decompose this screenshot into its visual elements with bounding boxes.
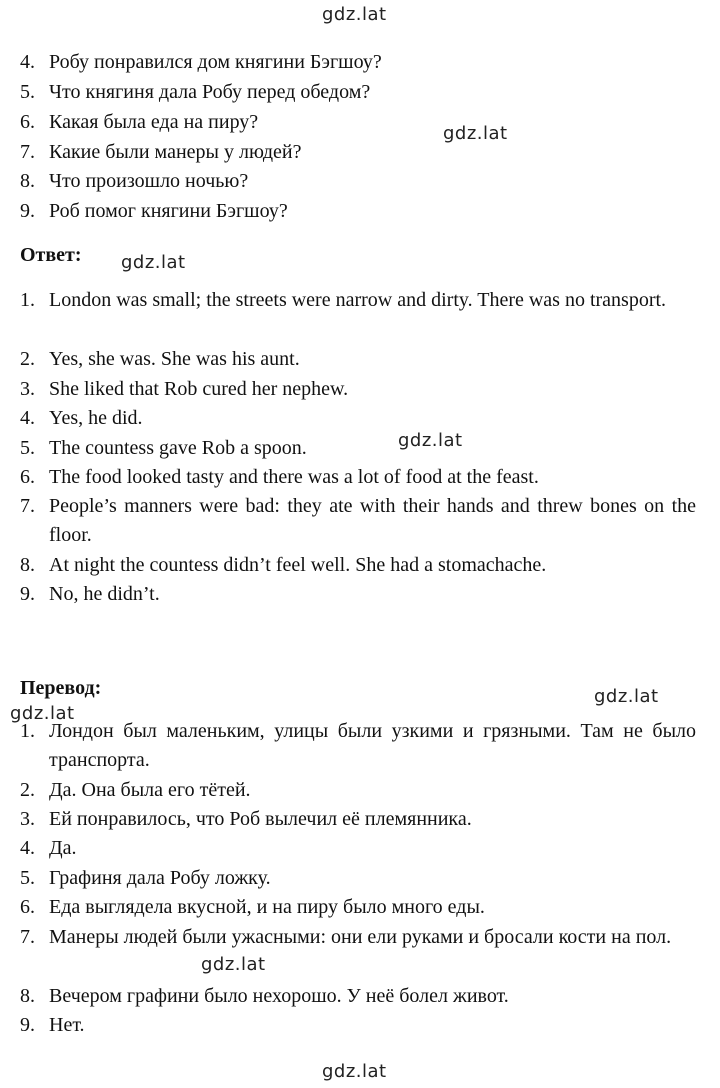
item-text: No, he didn’t. xyxy=(49,583,160,605)
item-text: Нет. xyxy=(49,1014,85,1036)
item-text: Еда выглядела вкусной, и на пиру было много еды. xyxy=(49,896,485,918)
item-text: Какие были манеры у людей? xyxy=(49,141,302,163)
item-number: 1. xyxy=(20,720,35,742)
item-number: 5. xyxy=(20,437,35,459)
watermark: gdz.lat xyxy=(121,252,186,273)
item-number: 9. xyxy=(20,200,35,222)
item-text: The countess gave Rob a spoon. xyxy=(49,437,307,459)
list-item xyxy=(20,48,696,77)
watermark: gdz.lat xyxy=(443,123,508,144)
item-number: 7. xyxy=(20,141,35,163)
list-item xyxy=(20,580,696,609)
list-item xyxy=(20,492,696,550)
list-item xyxy=(20,1011,696,1040)
item-text: Манеры людей были ужасными: они ели руками и бросали кости на пол. xyxy=(49,926,672,948)
item-text: People’s manners were bad: they ate with their hands and threw bones on the floor. xyxy=(49,495,696,546)
item-text: Робу понравился дом княгини Бэгшоу? xyxy=(49,51,382,73)
list-item xyxy=(20,286,696,315)
item-text: Графиня дала Робу ложку. xyxy=(49,867,271,889)
item-text: Ей понравилось, что Роб вылечил её племянника. xyxy=(49,808,472,830)
item-number: 3. xyxy=(20,808,35,830)
item-number: 5. xyxy=(20,867,35,889)
list-item xyxy=(20,197,696,226)
list-item xyxy=(20,864,696,893)
answer-heading: Ответ: xyxy=(20,244,82,266)
list-item xyxy=(20,776,696,805)
item-number: 8. xyxy=(20,170,35,192)
item-text: The food looked tasty and there was a lot of food at the feast. xyxy=(49,466,539,488)
item-number: 6. xyxy=(20,466,35,488)
watermark: gdz.lat xyxy=(10,703,75,724)
list-item xyxy=(20,551,696,580)
item-text: Yes, she was. She was his aunt. xyxy=(49,348,300,370)
item-number: 6. xyxy=(20,896,35,918)
item-text: Какая была еда на пиру? xyxy=(49,111,259,133)
item-number: 7. xyxy=(20,495,35,517)
list-item xyxy=(20,375,696,404)
watermark: gdz.lat xyxy=(398,430,463,451)
list-item xyxy=(20,982,696,1011)
item-number: 5. xyxy=(20,81,35,103)
item-number: 7. xyxy=(20,926,35,948)
item-number: 4. xyxy=(20,407,35,429)
item-number: 8. xyxy=(20,554,35,576)
watermark: gdz.lat xyxy=(594,686,659,707)
item-number: 2. xyxy=(20,779,35,801)
watermark-top: gdz.lat xyxy=(322,4,387,25)
list-item xyxy=(20,404,696,433)
item-number: 9. xyxy=(20,1014,35,1036)
list-item xyxy=(20,717,696,775)
item-number: 4. xyxy=(20,837,35,859)
watermark-bottom: gdz.lat xyxy=(322,1061,387,1082)
list-item xyxy=(20,834,696,863)
list-item xyxy=(20,893,696,922)
list-item xyxy=(20,138,696,167)
item-number: 6. xyxy=(20,111,35,133)
item-number: 3. xyxy=(20,378,35,400)
list-item xyxy=(20,434,696,463)
list-item xyxy=(20,167,696,196)
list-item xyxy=(20,463,696,492)
item-text: Да. xyxy=(49,837,77,859)
item-text: Роб помог княгини Бэгшоу? xyxy=(49,200,288,222)
watermark: gdz.lat xyxy=(201,954,266,975)
item-text: Вечером графини было нехорошо. У неё болел живот. xyxy=(49,985,509,1007)
item-number: 8. xyxy=(20,985,35,1007)
item-number: 2. xyxy=(20,348,35,370)
list-item xyxy=(20,923,696,952)
item-text: Что произошло ночью? xyxy=(49,170,249,192)
item-text: Да. Она была его тётей. xyxy=(49,779,251,801)
item-number: 4. xyxy=(20,51,35,73)
item-text: Yes, he did. xyxy=(49,407,143,429)
list-item xyxy=(20,345,696,374)
translation-heading: Перевод: xyxy=(20,677,102,699)
list-item xyxy=(20,78,696,107)
item-text: At night the countess didn’t feel well. She had a stomachache. xyxy=(49,554,547,576)
item-text: She liked that Rob cured her nephew. xyxy=(49,378,349,400)
item-text: London was small; the streets were narrow and dirty. There was no transport. xyxy=(49,289,667,311)
item-number: 1. xyxy=(20,289,35,311)
item-text: Что княгиня дала Робу перед обедом? xyxy=(49,81,371,103)
item-text: Лондон был маленьким, улицы были узкими и грязными. Там не было транспорта. xyxy=(49,720,696,771)
item-number: 9. xyxy=(20,583,35,605)
list-item xyxy=(20,108,696,137)
list-item xyxy=(20,805,696,834)
